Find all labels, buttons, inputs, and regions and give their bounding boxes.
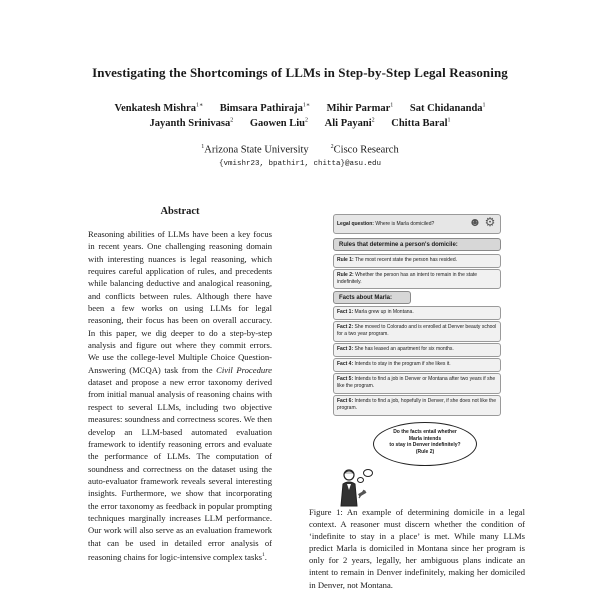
rules-heading: Rules that determine a person's domicile: [333, 238, 501, 251]
author-list-row-1 [0, 101, 600, 114]
abstract-body: Reasoning abilities of LLMs have been a key focus in recent years. One challenging reasoning domain with interesting nuances is legal reasoning, which requires careful application of rules, and precedents while balancing deductive and analogical reasoning, and conflicts between rules. Although there have been a few works on using LLMs for legal reasoning, their focus has been on overall accuracy. In this paper, we dig deeper to do a step-by-step analysis and figure out where they commit errors. We use the college-level Multiple Choice Question-Answering (MCQA) task from the Civil Procedure dataset and propose a new error taxonomy derived from initial manual analysis of reasoning chains with respect to several LLMs, including two objective measures: soundness and correctness scores. We then develop an LLM-based automated evaluation framework to identify reasoning errors and evaluate the performance of LLMs. The computation of soundness and correctness on the dataset using the auto-evaluator framework reveals several interesting insights. Furthermore, we show that incorporating the error taxonomy as feedback in popular prompting techniques marginally increases LLM performance. Our work will also serve as an evaluation framework that can be used in detailed error analysis of reasoning chains for logic-intensive complex tasks$^1$. [88, 229, 272, 562]
footnote-mark: 1 [261, 551, 265, 558]
fact-item: Fact 2: She moved to Colorado and is enrolled at Denver beauty school for a two year program. [333, 321, 501, 342]
author: Venkatesh Mishra$^{1∗}$ [114, 102, 204, 114]
author: Chitta Baral$^1$ [391, 117, 451, 129]
author: Ali Payani$^2$ [324, 117, 375, 129]
paper-title: Investigating the Shortcomings of LLMs in Step-by-Step Legal Reasoning [92, 65, 508, 80]
author: Jayanth Srinivasa$^2$ [149, 117, 234, 129]
fact-item: Fact 3: She has leased an apartment for six months. [333, 343, 501, 357]
author-emails: {vmishr23, bpathir1, chitta}@asu.edu [218, 160, 382, 168]
affiliation: Arizona State University [204, 144, 309, 156]
abstract-heading: Abstract [160, 206, 200, 217]
facts-heading: Facts about Marla: [333, 291, 411, 304]
affiliation: Cisco Research [333, 144, 399, 156]
figure-caption: Figure 1: An example of determining domicile in a legal context. A reasoner must discern whether the condition of ‘indefinite to stay in a place’ is met. While many LLMs predict Marla is domiciled in Montana since her program is only for 2 years, legally, her ambiguous plans indicate an intent to remain in Denver indefinitely, making her domiciled in Denver, not Montana. [309, 507, 525, 590]
rule-item: Rule 2: Whether the person has an intent to remain in the state indefinitely. [333, 269, 501, 289]
author: Gaowen Liu$^2$ [249, 117, 309, 129]
author-list-row-2 [0, 117, 600, 129]
author: Sat Chidananda$^1$ [409, 102, 486, 114]
judge-icon [337, 468, 369, 508]
author: Bimsara Pathiraja$^{1∗}$ [219, 102, 310, 114]
robot-icon: ☻ [468, 215, 482, 229]
fact-item: Fact 6: Intends to find a job, hopefully in Denver, if she does not like the program. [333, 395, 501, 416]
affiliations: $^1$Arizona State University $^2$Cisco Research [201, 144, 399, 156]
figure-1 [333, 214, 509, 500]
author: Mihir Parmar$^1$ [326, 102, 394, 114]
legal-question-box: Legal question: Where is Marla domiciled? [333, 214, 501, 234]
gears-icon: ⚙ [484, 215, 496, 229]
rule-item: Rule 1: The most recent state the person has resided. [333, 254, 501, 268]
fact-item: Fact 5: Intends to find a job in Denver or Montana after two years if she like the program. [333, 373, 501, 394]
fact-item: Fact 4: Intends to stay in the program if she likes it. [333, 358, 501, 372]
fact-item: Fact 1: Marla grew up in Montana. [333, 306, 501, 320]
thought-bubble: Do the facts entail whether Marla intends to stay in Denver indefinitely? (Rule 2) [373, 422, 477, 466]
